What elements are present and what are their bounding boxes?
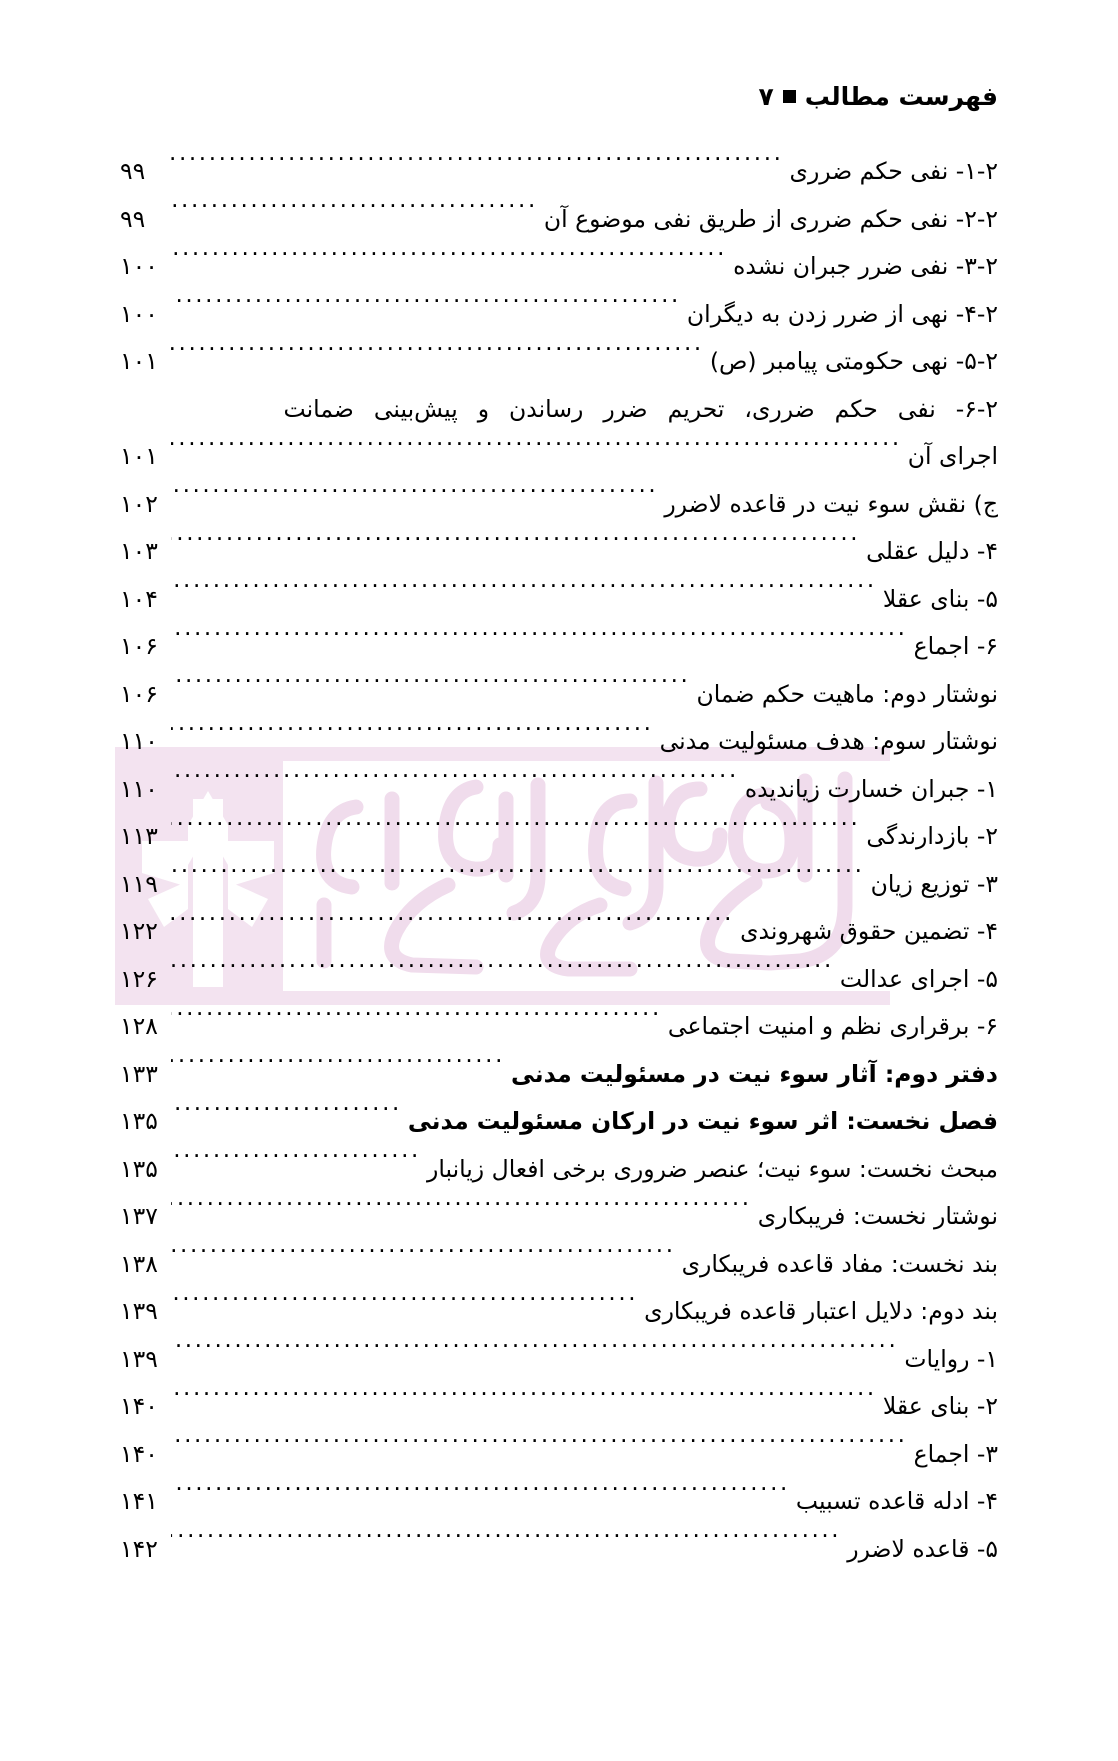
toc-leader-dots [171, 1011, 662, 1035]
toc-entry-title: ۲- بنای عقلا [882, 1392, 998, 1420]
toc-entry[interactable] [120, 1193, 998, 1241]
toc-entry-page: ۱۰۰ [120, 252, 158, 280]
toc-leader-dots [171, 346, 704, 370]
table-of-contents [120, 148, 998, 1573]
toc-leader-dots [171, 1106, 402, 1130]
toc-entry-title: ۵- قاعده لاضرر [847, 1534, 998, 1563]
toc-entry-section-heading[interactable] [120, 1051, 998, 1099]
toc-entry-page: ۱۱۹ [120, 869, 158, 898]
toc-entry-section-heading[interactable] [120, 1098, 998, 1146]
toc-entry-title: ۵- اجرای عدالت [839, 964, 998, 993]
toc-entry-page: ۱۳۳ [120, 1059, 158, 1088]
toc-entry-title: ۵- بنای عقلا [882, 584, 998, 613]
toc-entry[interactable] [120, 1526, 998, 1574]
toc-entry-page: ۱۳۷ [120, 1202, 158, 1230]
toc-entry-page: ۱۰۶ [120, 632, 158, 660]
toc-entry[interactable] [120, 623, 998, 671]
toc-entry-title: نوشتار نخست: فریبکاری [757, 1202, 998, 1230]
toc-entry[interactable] [120, 813, 998, 861]
toc-entry-page: ۱۰۱ [120, 442, 158, 470]
toc-leader-dots [171, 868, 865, 892]
toc-entry[interactable] [120, 481, 998, 529]
toc-entry[interactable] [120, 861, 998, 909]
toc-entry-title: ۶- برقراری نظم و امنیت اجتماعی [667, 1012, 998, 1040]
toc-entry-title: نوشتار دوم: ماهیت حکم ضمان [696, 679, 998, 708]
toc-entry-continuation[interactable] [120, 433, 998, 481]
toc-leader-dots [171, 1153, 421, 1177]
toc-leader-dots [171, 1201, 752, 1225]
toc-leader-dots [171, 1343, 898, 1367]
toc-leader-dots [171, 1058, 505, 1082]
toc-leader-dots [171, 773, 739, 797]
toc-entry-page: ۱۰۴ [120, 584, 158, 613]
toc-entry-title: ۱- جبران خسارت زیاندیده [744, 774, 998, 803]
toc-entry[interactable] [120, 718, 998, 766]
toc-entry-page: ۱۰۰ [120, 299, 158, 328]
toc-entry-wrapped-line[interactable] [120, 386, 998, 434]
running-header [120, 82, 998, 111]
toc-leader-dots [171, 488, 658, 512]
toc-entry-page: ۱۱۰ [120, 774, 158, 803]
toc-entry-title: ۳- توزیع زیان [870, 869, 998, 898]
toc-leader-dots [171, 251, 727, 275]
page-title: فهرست مطالب [804, 82, 998, 111]
toc-entry-title: مبحث نخست: سوء نیت؛ عنصر ضروری برخی افعال زیانبار [426, 1154, 998, 1183]
toc-entry[interactable] [120, 196, 998, 244]
toc-entry[interactable] [120, 1288, 998, 1336]
toc-entry-page: ۱۳۵ [120, 1107, 158, 1135]
toc-entry-page: ۱۲۲ [120, 917, 158, 945]
toc-entry-page: ۱۰۶ [120, 679, 158, 708]
toc-entry-page: ۹۹ [120, 157, 146, 185]
page-folio-number: ۷ [758, 82, 774, 111]
toc-leader-dots [171, 1486, 790, 1510]
toc-entry-page: ۱۳۹ [120, 1297, 158, 1325]
toc-leader-dots [171, 631, 908, 655]
toc-entry[interactable] [120, 1146, 998, 1194]
toc-leader-dots [171, 1248, 676, 1272]
toc-entry-title: دفتر دوم: آثار سوء نیت در مسئولیت مدنی [511, 1059, 998, 1088]
toc-entry-title: ۴- دلیل عقلی [866, 537, 998, 565]
toc-entry-title: ج) نقش سوء نیت در قاعده لاضرر [664, 489, 998, 518]
toc-entry-title: بند دوم: دلایل اعتبار قاعده فریبکاری [644, 1297, 998, 1325]
toc-entry[interactable] [120, 243, 998, 291]
toc-entry-title: فصل نخست: اثر سوء نیت در ارکان مسئولیت مدنی [407, 1107, 998, 1135]
toc-entry[interactable] [120, 291, 998, 339]
toc-entry-page: ۱۲۸ [120, 1012, 158, 1040]
toc-leader-dots [171, 536, 860, 560]
toc-entry-title: ۴- تضمین حقوق شهروندی [740, 917, 998, 945]
toc-entry-page: ۱۱۳ [120, 822, 158, 850]
toc-leader-dots [171, 1533, 841, 1557]
toc-entry-page: ۱۰۱ [120, 347, 158, 375]
toc-entry-page: ۱۰۳ [120, 537, 158, 565]
toc-leader-dots [171, 963, 834, 987]
toc-entry-page: ۱۳۹ [120, 1344, 158, 1373]
toc-entry[interactable] [120, 1478, 998, 1526]
toc-entry-title: نوشتار سوم: هدف مسئولیت مدنی [659, 727, 998, 755]
toc-entry[interactable] [120, 576, 998, 624]
toc-entry-title: ۱- روایات [904, 1344, 998, 1373]
toc-entry[interactable] [120, 1241, 998, 1289]
toc-entry[interactable] [120, 1003, 998, 1051]
toc-leader-dots [171, 821, 860, 845]
toc-entry-title: بند نخست: مفاد قاعده فریبکاری [681, 1249, 998, 1278]
toc-entry[interactable] [120, 671, 998, 719]
toc-entry-page: ۱۴۱ [120, 1487, 158, 1515]
toc-leader-dots [171, 1391, 877, 1415]
toc-entry-title: ۲- بازدارندگی [866, 822, 998, 850]
toc-leader-dots [171, 678, 690, 702]
toc-entry-page: ۱۴۰ [120, 1392, 158, 1420]
toc-entry-title: ۴- ادله قاعده تسبیب [795, 1487, 998, 1515]
toc-entry-page: ۱۳۸ [120, 1249, 158, 1278]
toc-entry-page: ۱۴۰ [120, 1439, 158, 1468]
toc-entry-page: ۱۴۲ [120, 1534, 158, 1563]
toc-entry-title: ۳-۲- نفی ضرر جبران نشده [733, 252, 998, 280]
toc-entry[interactable] [120, 908, 998, 956]
toc-leader-dots [171, 298, 681, 322]
toc-entry-page: ۱۳۵ [120, 1154, 158, 1183]
toc-entry-title: ۶- اجماع [913, 632, 998, 660]
toc-leader-dots [171, 726, 654, 750]
toc-entry-title: ۴-۲- نهی از ضرر زدن به دیگران [686, 299, 998, 328]
toc-entry-title: ۵-۲- نهی حکومتی پیامبر (ص) [709, 347, 998, 375]
toc-entry[interactable] [120, 1336, 998, 1384]
toc-entry-title: ۶-۲- نفی حکم ضرری، تحریم ضرر رساندن و پیش‌بینی ضمانت [283, 394, 998, 423]
toc-entry-page: ۱۰۲ [120, 489, 158, 518]
toc-entry-title: ۳- اجماع [913, 1439, 998, 1468]
toc-leader-dots [171, 916, 734, 940]
toc-entry-page: ۱۲۶ [120, 964, 158, 993]
toc-entry-title: اجرای آن [907, 442, 998, 470]
toc-entry[interactable] [120, 528, 998, 576]
toc-entry-title: ۲-۲- نفی حکم ضرری از طریق نفی موضوع آن [543, 204, 998, 233]
toc-entry-page: ۹۹ [120, 204, 146, 233]
toc-leader-dots [171, 203, 538, 227]
toc-entry[interactable] [120, 956, 998, 1004]
toc-entry[interactable] [120, 766, 998, 814]
toc-entry[interactable] [120, 1383, 998, 1431]
toc-leader-dots [171, 441, 902, 465]
toc-entry[interactable] [120, 148, 998, 196]
black-square-bullet-icon [783, 90, 796, 103]
toc-entry-page: ۱۱۰ [120, 727, 158, 755]
toc-leader-dots [171, 156, 784, 180]
toc-entry[interactable] [120, 1431, 998, 1479]
toc-entry[interactable] [120, 338, 998, 386]
toc-leader-dots [171, 583, 877, 607]
toc-leader-dots [171, 393, 284, 417]
toc-leader-dots [171, 1296, 638, 1320]
toc-entry-title: ۱-۲- نفی حکم ضرری [789, 157, 998, 185]
toc-leader-dots [171, 1438, 908, 1462]
